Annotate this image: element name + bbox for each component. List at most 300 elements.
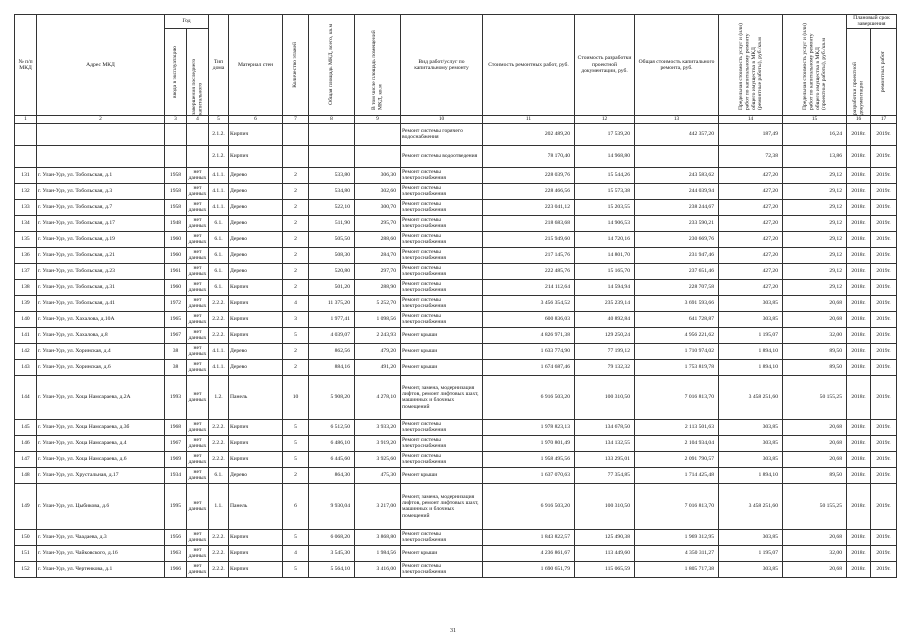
cell-premises-area (355, 145, 401, 167)
cell-wall-material: Дерево (229, 359, 283, 375)
cell-work-type: Ремонт системы электроснабжения (401, 419, 483, 435)
cell-address: г. Улан-Удэ, ул. Хрустальная, д.17 (37, 467, 165, 483)
column-number: 17 (871, 115, 897, 123)
cell-row-number: 146 (15, 435, 37, 451)
cell-wall-material: Кирпич (229, 279, 283, 295)
cell-limit-design: 29,12 (783, 247, 847, 263)
cell-work-type: Ремонт системы электроснабжения (401, 247, 483, 263)
cell-total-cost: 230 669,76 (635, 231, 719, 247)
cell-address: г. Улан-Удэ, ул. Хоринская, д.4 (37, 343, 165, 359)
cell-repair-cost: 222 485,76 (483, 263, 575, 279)
header-design-cost: Стоимость разработки проектной документации, руб. (575, 15, 635, 116)
table-row (15, 199, 897, 215)
header-limit-design: Предельная стоимость услуг и (или) работ по капитальному ремонту общего имущества в МКД (проектные работы), руб./кв.м (783, 15, 847, 116)
cell-design-deadline: 2018г. (847, 419, 871, 435)
cell-commission-year: 1948 (165, 215, 187, 231)
cell-design-cost: 134 132,55 (575, 435, 635, 451)
cell-design-deadline: 2018г. (847, 467, 871, 483)
cell-limit-repair: 427,20 (719, 167, 783, 183)
cell-commission-year: 1965 (165, 311, 187, 327)
cell-house-type: 4.1.1. (209, 359, 229, 375)
cell-limit-repair: 427,20 (719, 263, 783, 279)
cell-repair-deadline: 2019г. (871, 561, 897, 577)
cell-floors: 5 (283, 327, 309, 343)
cell-design-cost: 40 892,84 (575, 311, 635, 327)
cell-repair-deadline: 2019г. (871, 123, 897, 145)
cell-design-cost: 113 449,60 (575, 545, 635, 561)
cell-address (37, 123, 165, 145)
column-number: 5 (209, 115, 229, 123)
column-number: 16 (847, 115, 871, 123)
cell-floors: 5 (283, 529, 309, 545)
cell-repair-deadline: 2019г. (871, 467, 897, 483)
cell-address: г. Улан-Удэ, ул. Тобольская, д.31 (37, 279, 165, 295)
cell-last-repair-year: нет данных (187, 435, 209, 451)
cell-limit-repair: 427,20 (719, 247, 783, 263)
cell-total-cost: 243 583,62 (635, 167, 719, 183)
cell-design-cost: 14 906,53 (575, 215, 635, 231)
cell-row-number: 136 (15, 247, 37, 263)
cell-last-repair-year: нет данных (187, 199, 209, 215)
cell-last-repair-year: нет данных (187, 545, 209, 561)
cell-total-cost: 641 728,87 (635, 311, 719, 327)
cell-repair-cost: 228 039,76 (483, 167, 575, 183)
cell-repair-deadline: 2019г. (871, 215, 897, 231)
cell-total-area: 4 039,07 (309, 327, 355, 343)
cell-limit-repair: 1 894,10 (719, 343, 783, 359)
cell-repair-deadline: 2019г. (871, 545, 897, 561)
cell-commission-year: 1966 (165, 561, 187, 577)
cell-repair-cost: 1 843 822,57 (483, 529, 575, 545)
cell-work-type: Ремонт крыши (401, 359, 483, 375)
cell-total-area: 3 545,30 (309, 545, 355, 561)
table-row (15, 183, 897, 199)
cell-premises-area: 306,30 (355, 167, 401, 183)
cell-limit-repair: 303,85 (719, 419, 783, 435)
cell-floors: 2 (283, 247, 309, 263)
cell-design-deadline: 2018г. (847, 279, 871, 295)
cell-design-cost: 15 165,70 (575, 263, 635, 279)
cell-address: г. Улан-Удэ, ул. Хоца Намсараева, д.4 (37, 435, 165, 451)
cell-house-type: 2.1.2. (209, 123, 229, 145)
cell-limit-design: 29,12 (783, 279, 847, 295)
cell-floors: 2 (283, 167, 309, 183)
table-row (15, 231, 897, 247)
header-limit-repair: Предельная стоимость услуг и (или) работ по капитальному ремонту общего имущества в МКД (ремонтные работы), руб./кв.м (719, 15, 783, 116)
cell-row-number: 151 (15, 545, 37, 561)
cell-total-area: 862,56 (309, 343, 355, 359)
cell-house-type: 6.1. (209, 247, 229, 263)
cell-house-type: 4.1.1. (209, 199, 229, 215)
cell-limit-design: 20,68 (783, 561, 847, 577)
cell-design-deadline: 2018г. (847, 215, 871, 231)
cell-limit-design: 29,12 (783, 215, 847, 231)
cell-design-cost: 100 310,50 (575, 375, 635, 419)
cell-last-repair-year: нет данных (187, 561, 209, 577)
cell-limit-repair: 187,49 (719, 123, 783, 145)
cell-premises-area: 288,90 (355, 279, 401, 295)
cell-premises-area: 302,60 (355, 183, 401, 199)
cell-work-type: Ремонт системы электроснабжения (401, 263, 483, 279)
cell-repair-deadline: 2019г. (871, 231, 897, 247)
cell-work-type: Ремонт системы электроснабжения (401, 183, 483, 199)
cell-premises-area: 1 098,56 (355, 311, 401, 327)
cell-limit-repair: 303,85 (719, 435, 783, 451)
cell-total-cost: 244 039,94 (635, 183, 719, 199)
cell-premises-area: 297,70 (355, 263, 401, 279)
cell-repair-cost: 6 916 503,20 (483, 375, 575, 419)
cell-work-type: Ремонт крыши (401, 545, 483, 561)
cell-row-number: 147 (15, 451, 37, 467)
table-row (15, 359, 897, 375)
cell-commission-year: 1960 (165, 279, 187, 295)
cell-floors: 2 (283, 279, 309, 295)
cell-house-type: 6.1. (209, 279, 229, 295)
cell-premises-area: 475,30 (355, 467, 401, 483)
cell-design-deadline: 2018г. (847, 199, 871, 215)
cell-total-area (309, 123, 355, 145)
cell-wall-material: Дерево (229, 467, 283, 483)
cell-design-deadline: 2018г. (847, 435, 871, 451)
cell-limit-repair: 1 195,07 (719, 545, 783, 561)
cell-house-type: 6.1. (209, 215, 229, 231)
cell-house-type: 2.2.2. (209, 327, 229, 343)
cell-total-area: 533,80 (309, 167, 355, 183)
cell-house-type: 4.1.1. (209, 183, 229, 199)
cell-wall-material: Панель (229, 375, 283, 419)
cell-wall-material: Кирпич (229, 295, 283, 311)
cell-limit-design: 20,68 (783, 419, 847, 435)
cell-design-cost: 129 250,24 (575, 327, 635, 343)
cell-design-cost: 79 132,32 (575, 359, 635, 375)
table-row (15, 167, 897, 183)
cell-limit-design: 20,68 (783, 311, 847, 327)
cell-floors: 2 (283, 359, 309, 375)
cell-design-deadline: 2018г. (847, 295, 871, 311)
cell-row-number: 131 (15, 167, 37, 183)
cell-house-type: 4.1.1. (209, 343, 229, 359)
table-row (15, 215, 897, 231)
cell-design-deadline: 2018г. (847, 167, 871, 183)
cell-work-type: Ремонт системы электроснабжения (401, 231, 483, 247)
cell-wall-material: Дерево (229, 247, 283, 263)
cell-address: г. Улан-Удэ, ул. Хоринская, д.6 (37, 359, 165, 375)
cell-address: г. Улан-Удэ, ул. Хахалова, д.8 (37, 327, 165, 343)
cell-repair-deadline: 2019г. (871, 435, 897, 451)
cell-row-number: 135 (15, 231, 37, 247)
header-house-type: Тип дома (209, 15, 229, 116)
cell-limit-design: 20,68 (783, 529, 847, 545)
cell-repair-cost: 1 637 070,63 (483, 467, 575, 483)
cell-total-cost: 4 956 221,62 (635, 327, 719, 343)
cell-floors: 3 (283, 311, 309, 327)
cell-house-type: 2.2.2. (209, 561, 229, 577)
cell-repair-deadline: 2019г. (871, 451, 897, 467)
cell-work-type: Ремонт системы электроснабжения (401, 311, 483, 327)
cell-last-repair-year (187, 145, 209, 167)
cell-commission-year: 1967 (165, 435, 187, 451)
cell-premises-area: 1 984,56 (355, 545, 401, 561)
cell-repair-cost: 215 949,60 (483, 231, 575, 247)
cell-repair-deadline: 2019г. (871, 263, 897, 279)
header-premises-area: В том числе площадь помещений МКД, кв.м (355, 15, 401, 116)
cell-design-cost: 133 295,01 (575, 451, 635, 467)
cell-floors: 4 (283, 295, 309, 311)
cell-commission-year (165, 123, 187, 145)
cell-total-area: 5 908,20 (309, 375, 355, 419)
cell-design-cost: 235 239,14 (575, 295, 635, 311)
table-row (15, 545, 897, 561)
cell-house-type: 2.2.2. (209, 311, 229, 327)
cell-repair-cost: 600 836,03 (483, 311, 575, 327)
cell-house-type: 6.1. (209, 263, 229, 279)
cell-limit-repair: 303,85 (719, 451, 783, 467)
cell-limit-design: 29,12 (783, 167, 847, 183)
cell-design-cost: 17 539,20 (575, 123, 635, 145)
document-sheet (14, 14, 896, 578)
cell-limit-repair: 1 195,07 (719, 327, 783, 343)
column-number: 3 (165, 115, 187, 123)
column-number: 8 (309, 115, 355, 123)
cell-limit-design: 32,00 (783, 327, 847, 343)
cell-total-cost: 237 651,46 (635, 263, 719, 279)
cell-floors: 2 (283, 199, 309, 215)
cell-design-deadline: 2018г. (847, 529, 871, 545)
cell-wall-material: Дерево (229, 199, 283, 215)
cell-house-type: 2.2.2. (209, 419, 229, 435)
cell-repair-deadline: 2019г. (871, 279, 897, 295)
cell-row-number: 148 (15, 467, 37, 483)
cell-house-type: 4.1.1. (209, 167, 229, 183)
cell-repair-deadline: 2019г. (871, 529, 897, 545)
cell-last-repair-year: нет данных (187, 375, 209, 419)
cell-work-type: Ремонт системы электроснабжения (401, 167, 483, 183)
cell-repair-cost: 223 041,12 (483, 199, 575, 215)
cell-last-repair-year: нет данных (187, 343, 209, 359)
cell-total-cost: 442 357,20 (635, 123, 719, 145)
cell-commission-year: 1972 (165, 295, 187, 311)
table-header (15, 15, 897, 124)
cell-design-cost: 15 544,26 (575, 167, 635, 183)
cell-design-deadline: 2018г. (847, 311, 871, 327)
cell-floors: 2 (283, 231, 309, 247)
cell-design-deadline: 2018г. (847, 375, 871, 419)
cell-house-type: 2.2.2. (209, 451, 229, 467)
cell-design-deadline: 2018г. (847, 327, 871, 343)
cell-premises-area: 4 278,10 (355, 375, 401, 419)
cell-floors (283, 145, 309, 167)
cell-repair-cost: 1 633 774,90 (483, 343, 575, 359)
column-number: 9 (355, 115, 401, 123)
cell-repair-deadline: 2019г. (871, 311, 897, 327)
cell-work-type: Ремонт системы электроснабжения (401, 215, 483, 231)
cell-row-number: 133 (15, 199, 37, 215)
cell-design-cost: 15 573,38 (575, 183, 635, 199)
cell-commission-year: 1960 (165, 247, 187, 263)
cell-commission-year: 1968 (165, 419, 187, 435)
cell-limit-repair: 303,85 (719, 561, 783, 577)
cell-wall-material: Кирпич (229, 435, 283, 451)
cell-total-area: 6 445,60 (309, 451, 355, 467)
cell-premises-area: 5 252,70 (355, 295, 401, 311)
cell-floors: 2 (283, 263, 309, 279)
column-number: 2 (37, 115, 165, 123)
cell-house-type: 6.1. (209, 467, 229, 483)
cell-repair-deadline: 2019г. (871, 327, 897, 343)
cell-row-number: 141 (15, 327, 37, 343)
cell-premises-area: 300,70 (355, 199, 401, 215)
cell-house-type: 2.2.2. (209, 529, 229, 545)
cell-repair-cost: 214 112,64 (483, 279, 575, 295)
column-number: 13 (635, 115, 719, 123)
cell-work-type: Ремонт крыши (401, 327, 483, 343)
cell-design-cost: 100 310,50 (575, 483, 635, 529)
cell-commission-year: 1934 (165, 467, 187, 483)
cell-last-repair-year: нет данных (187, 359, 209, 375)
cell-address: г. Улан-Удэ, ул. Тобольская, д.3 (37, 183, 165, 199)
cell-repair-cost: 3 456 354,52 (483, 295, 575, 311)
cell-repair-deadline: 2019г. (871, 247, 897, 263)
header-total-cost: Общая стоимость капитального ремонта, руб. (635, 15, 719, 116)
cell-floors: 4 (283, 545, 309, 561)
cell-total-area: 534,80 (309, 183, 355, 199)
cell-floors: 2 (283, 467, 309, 483)
cell-design-cost: 15 203,55 (575, 199, 635, 215)
table-row (15, 279, 897, 295)
cell-limit-repair: 303,85 (719, 295, 783, 311)
cell-limit-design: 16,24 (783, 123, 847, 145)
table-row (15, 435, 897, 451)
table-row (15, 263, 897, 279)
cell-house-type: 2.2.2. (209, 545, 229, 561)
cell-limit-design: 29,12 (783, 263, 847, 279)
cell-commission-year: 1958 (165, 167, 187, 183)
cell-limit-design: 13,86 (783, 145, 847, 167)
cell-last-repair-year: нет данных (187, 467, 209, 483)
cell-design-deadline: 2018г. (847, 483, 871, 529)
cell-repair-deadline: 2019г. (871, 359, 897, 375)
table-row (15, 375, 897, 419)
cell-work-type: Ремонт, замена, модернизация лифтов, ремонт лифтовых шахт, машинных и блочных помещений (401, 375, 483, 419)
cell-row-number: 137 (15, 263, 37, 279)
cell-work-type: Ремонт системы электроснабжения (401, 435, 483, 451)
cell-commission-year: 38 (165, 343, 187, 359)
table-row (15, 483, 897, 529)
cell-row-number: 150 (15, 529, 37, 545)
table-row (15, 561, 897, 577)
cell-design-deadline: 2018г. (847, 451, 871, 467)
cell-limit-design: 29,12 (783, 231, 847, 247)
cell-last-repair-year: нет данных (187, 263, 209, 279)
cell-house-type: 2.2.2. (209, 435, 229, 451)
cell-floors: 5 (283, 451, 309, 467)
cell-design-deadline: 2018г. (847, 545, 871, 561)
cell-work-type: Ремонт крыши (401, 343, 483, 359)
cell-total-cost: 231 947,46 (635, 247, 719, 263)
cell-commission-year: 38 (165, 359, 187, 375)
cell-total-area: 5 564,10 (309, 561, 355, 577)
cell-row-number (15, 123, 37, 145)
table-row (15, 145, 897, 167)
cell-design-deadline: 2018г. (847, 183, 871, 199)
cell-house-type: 6.1. (209, 231, 229, 247)
cell-wall-material: Кирпич (229, 145, 283, 167)
cell-wall-material: Дерево (229, 343, 283, 359)
cell-limit-design: 89,50 (783, 467, 847, 483)
cell-design-cost: 14 720,16 (575, 231, 635, 247)
cell-address: г. Улан-Удэ, ул. Чаадаева, д.3 (37, 529, 165, 545)
cell-design-deadline: 2018г. (847, 343, 871, 359)
cell-repair-cost: 228 466,56 (483, 183, 575, 199)
cell-limit-repair: 3 458 251,60 (719, 375, 783, 419)
cell-total-area: 6 512,50 (309, 419, 355, 435)
column-number: 6 (229, 115, 283, 123)
cell-row-number: 140 (15, 311, 37, 327)
capital-repair-table (14, 14, 897, 578)
cell-total-cost: 1 710 974,02 (635, 343, 719, 359)
cell-last-repair-year: нет данных (187, 483, 209, 529)
cell-row-number: 138 (15, 279, 37, 295)
cell-address (37, 145, 165, 167)
cell-wall-material: Панель (229, 483, 283, 529)
cell-commission-year: 1958 (165, 183, 187, 199)
cell-wall-material: Кирпич (229, 419, 283, 435)
cell-wall-material: Кирпич (229, 561, 283, 577)
column-number: 12 (575, 115, 635, 123)
cell-premises-area: 2 243,93 (355, 327, 401, 343)
cell-premises-area: 3 868,80 (355, 529, 401, 545)
cell-repair-cost: 218 683,68 (483, 215, 575, 231)
cell-commission-year: 1961 (165, 263, 187, 279)
cell-address: г. Улан-Удэ, ул. Тобольская, д.41 (37, 295, 165, 311)
cell-repair-cost: 6 916 503,20 (483, 483, 575, 529)
table-row (15, 419, 897, 435)
table-row (15, 343, 897, 359)
cell-last-repair-year: нет данных (187, 167, 209, 183)
cell-repair-deadline: 2019г. (871, 419, 897, 435)
cell-floors: 2 (283, 215, 309, 231)
cell-design-cost: 115 065,59 (575, 561, 635, 577)
cell-design-cost: 77 199,12 (575, 343, 635, 359)
cell-repair-deadline: 2019г. (871, 295, 897, 311)
cell-premises-area: 3 919,20 (355, 435, 401, 451)
table-row (15, 247, 897, 263)
cell-total-area: 11 375,20 (309, 295, 355, 311)
cell-premises-area: 479,20 (355, 343, 401, 359)
cell-repair-cost: 1 690 651,79 (483, 561, 575, 577)
cell-floors: 10 (283, 375, 309, 419)
cell-wall-material: Дерево (229, 167, 283, 183)
cell-repair-deadline: 2019г. (871, 483, 897, 529)
cell-limit-design: 89,50 (783, 359, 847, 375)
cell-last-repair-year: нет данных (187, 279, 209, 295)
cell-limit-repair: 303,85 (719, 311, 783, 327)
cell-house-type: 2.1.2. (209, 145, 229, 167)
header-repair-deadline: ремонтных работ (871, 28, 897, 115)
cell-work-type: Ремонт системы электроснабжения (401, 561, 483, 577)
column-number: 4 (187, 115, 209, 123)
cell-limit-design: 89,50 (783, 343, 847, 359)
cell-address: г. Улан-Удэ, ул. Хоца Намсараева, д.2А (37, 375, 165, 419)
cell-last-repair-year: нет данных (187, 311, 209, 327)
cell-last-repair-year (187, 123, 209, 145)
cell-limit-repair: 427,20 (719, 279, 783, 295)
cell-address: г. Улан-Удэ, ул. Тобольская, д.21 (37, 247, 165, 263)
cell-total-area: 511,90 (309, 215, 355, 231)
header-year-group: Год (165, 15, 209, 29)
cell-work-type: Ремонт системы электроснабжения (401, 279, 483, 295)
cell-design-deadline: 2018г. (847, 561, 871, 577)
